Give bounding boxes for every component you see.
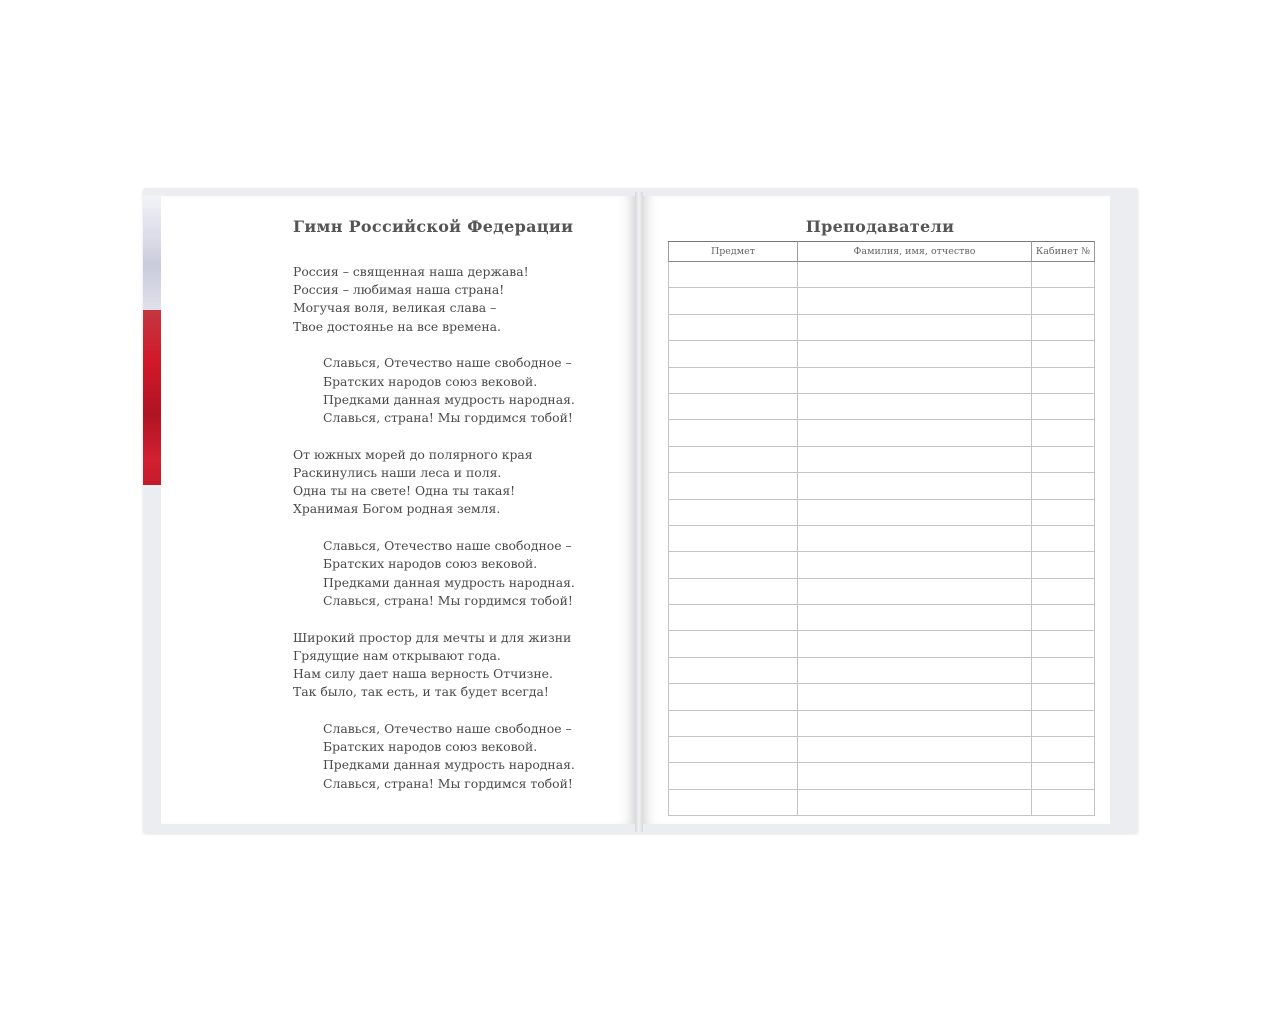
subject-cell[interactable] [669,737,798,763]
table-row [669,367,1095,393]
anthem-chorus [293,720,623,793]
table-row [669,393,1095,419]
room-cell[interactable] [1032,446,1095,472]
subject-cell[interactable] [669,499,798,525]
subject-cell[interactable] [669,657,798,683]
subject-cell[interactable] [669,710,798,736]
table-row [669,763,1095,789]
anthem-line: Славься, Отечество наше свободное – [323,721,572,737]
table-header-row [669,242,1095,262]
room-cell[interactable] [1032,763,1095,789]
full-name-cell[interactable] [798,525,1032,551]
subject-cell[interactable] [669,525,798,551]
full-name-cell[interactable] [798,288,1032,314]
full-name-cell[interactable] [798,314,1032,340]
subject-cell[interactable] [669,763,798,789]
anthem-line: Братских народов союз вековой. [323,556,538,572]
full-name-cell[interactable] [798,552,1032,578]
anthem-verse [293,446,623,519]
room-cell[interactable] [1032,552,1095,578]
full-name-cell[interactable] [798,605,1032,631]
anthem-line: Россия – любимая наша страна! [293,282,505,298]
full-name-cell[interactable] [798,499,1032,525]
table-row [669,341,1095,367]
column-header-full-name: Фамилия, имя, отчество [798,242,1032,262]
table-row [669,420,1095,446]
anthem-line: Твое достоянье на все времена. [293,318,501,334]
anthem-line: От южных морей до полярного края [293,446,533,462]
subject-cell[interactable] [669,473,798,499]
subject-cell[interactable] [669,605,798,631]
full-name-cell[interactable] [798,789,1032,815]
subject-cell[interactable] [669,341,798,367]
room-cell[interactable] [1032,341,1095,367]
table-row [669,473,1095,499]
subject-cell[interactable] [669,446,798,472]
anthem-line: Славься, страна! Мы гордимся тобой! [323,775,573,791]
subject-cell[interactable] [669,789,798,815]
anthem-line: Славься, страна! Мы гордимся тобой! [323,592,573,608]
teachers-table [668,241,1095,816]
full-name-cell[interactable] [798,763,1032,789]
full-name-cell[interactable] [798,420,1032,446]
table-row [669,446,1095,472]
subject-cell[interactable] [669,631,798,657]
table-row [669,288,1095,314]
anthem-line: Могучая воля, великая слава – [293,300,497,316]
anthem-line: Так было, так есть, и так будет всегда! [293,684,549,700]
subject-cell[interactable] [669,367,798,393]
anthem-line: Братских народов союз вековой. [323,373,538,389]
anthem-line: Грядущие нам открывают года. [293,647,501,663]
table-row [669,631,1095,657]
room-cell[interactable] [1032,314,1095,340]
table-row [669,789,1095,815]
subject-cell[interactable] [669,314,798,340]
table-row [669,657,1095,683]
full-name-cell[interactable] [798,393,1032,419]
anthem-line: Славься, Отечество наше свободное – [323,538,572,554]
full-name-cell[interactable] [798,446,1032,472]
room-cell[interactable] [1032,420,1095,446]
table-row [669,684,1095,710]
room-cell[interactable] [1032,393,1095,419]
room-cell[interactable] [1032,710,1095,736]
anthem-verse [293,263,623,336]
subject-cell[interactable] [669,393,798,419]
anthem-line: Раскинулись наши леса и поля. [293,465,502,481]
anthem-line: Славься, Отечество наше свободное – [323,355,572,371]
full-name-cell[interactable] [798,473,1032,499]
room-cell[interactable] [1032,499,1095,525]
room-cell[interactable] [1032,367,1095,393]
room-cell[interactable] [1032,262,1095,288]
anthem-line: Одна ты на свете! Одна ты такая! [293,483,516,499]
anthem-line: Нам силу дает наша верность Отчизне. [293,666,553,682]
room-cell[interactable] [1032,737,1095,763]
full-name-cell[interactable] [798,684,1032,710]
table-row [669,737,1095,763]
anthem-line: Предками данная мудрость народная. [323,574,575,590]
full-name-cell[interactable] [798,367,1032,393]
column-header-room: Кабинет № [1032,242,1095,262]
table-row [669,552,1095,578]
room-cell[interactable] [1032,525,1095,551]
room-cell[interactable] [1032,657,1095,683]
table-row [669,605,1095,631]
anthem-chorus [293,354,623,427]
room-cell[interactable] [1032,578,1095,604]
table-row [669,525,1095,551]
table-row [669,314,1095,340]
subject-cell[interactable] [669,552,798,578]
anthem-line: Предками данная мудрость народная. [323,391,575,407]
anthem-line: Россия – священная наша держава! [293,264,529,279]
table-row [669,499,1095,525]
full-name-cell[interactable] [798,737,1032,763]
subject-cell[interactable] [669,288,798,314]
anthem-line: Хранимая Богом родная земля. [293,501,501,517]
full-name-cell[interactable] [798,657,1032,683]
room-cell[interactable] [1032,684,1095,710]
anthem-text [293,263,623,811]
subject-cell[interactable] [669,420,798,446]
room-cell[interactable] [1032,789,1095,815]
full-name-cell[interactable] [798,710,1032,736]
anthem-chorus [293,537,623,610]
table-row [669,578,1095,604]
anthem-line: Славься, страна! Мы гордимся тобой! [323,410,573,426]
room-cell[interactable] [1032,605,1095,631]
table-row [669,710,1095,736]
full-name-cell[interactable] [798,578,1032,604]
anthem-line: Братских народов союз вековой. [323,739,538,755]
full-name-cell[interactable] [798,631,1032,657]
column-header-subject: Предмет [669,242,798,262]
subject-cell[interactable] [669,262,798,288]
teachers-title: Преподаватели [805,217,955,236]
anthem-title: Гимн Российской Федерации [293,217,574,236]
full-name-cell[interactable] [798,262,1032,288]
book-spine [635,192,643,832]
room-cell[interactable] [1032,288,1095,314]
anthem-line: Широкий простор для мечты и для жизни [293,629,572,645]
subject-cell[interactable] [669,578,798,604]
subject-cell[interactable] [669,684,798,710]
room-cell[interactable] [1032,473,1095,499]
anthem-line: Предками данная мудрость народная. [323,757,575,773]
table-row [669,262,1095,288]
room-cell[interactable] [1032,631,1095,657]
full-name-cell[interactable] [798,341,1032,367]
anthem-verse [293,629,623,702]
